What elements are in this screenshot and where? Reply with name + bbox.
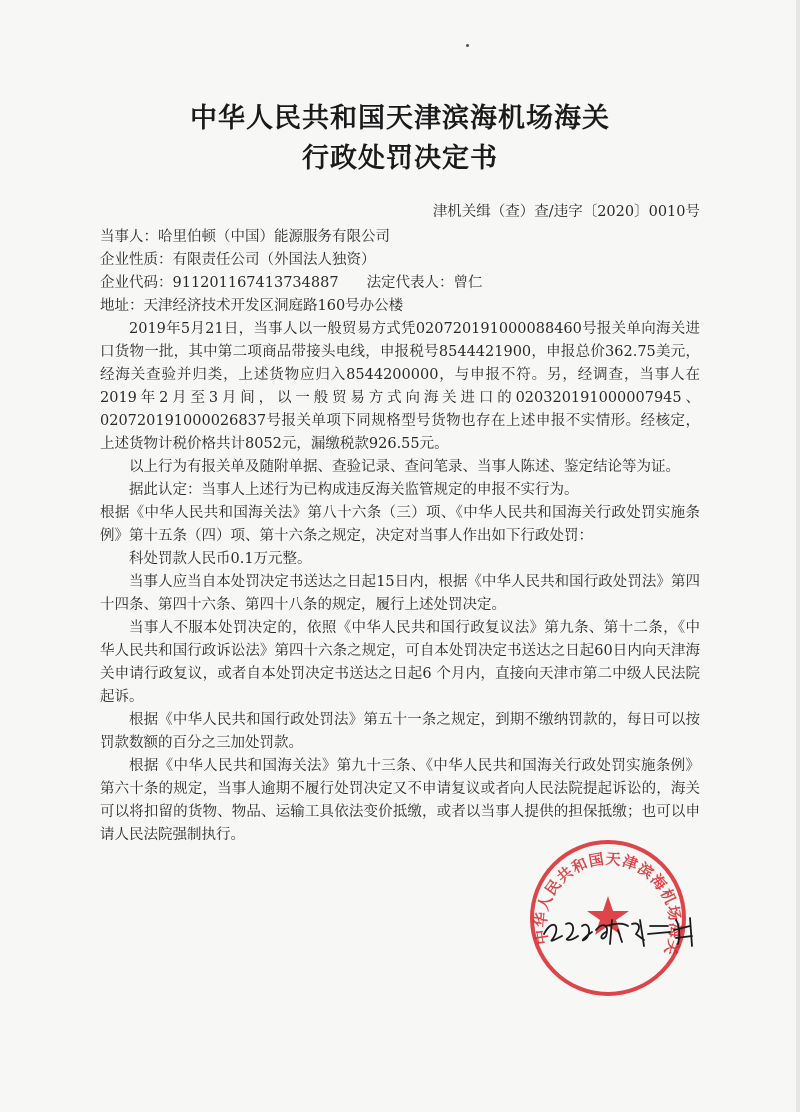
party-nature: 企业性质：有限责任公司（外国法人独资） (100, 252, 376, 268)
party-name: 当事人：哈里伯顿（中国）能源服务有限公司 (100, 229, 390, 245)
paragraph-late-fee: 根据《中华人民共和国行政处罚法》第五十一条之规定，到期不缴纳罚款的，每日可以按罚款数额的百分之三加处罚款。 (100, 712, 700, 751)
paragraph-facts: 2019年5月21日，当事人以一般贸易方式凭020720191000088460号报关单向海关进口货物一批，其中第二项商品带接头电线，申报税号8544421900，申报总价362.75美元，经海关查验并归类，上述货物应归入8544200000，与申报不符。另，经调查，当事人在2019年2月至3月间，以一般贸易方式向海关进口的020320191000007945、020720191000026837号报关单项下同规格型号货物也存在上述申报不实情形。经核定，上述货物计税价格共计8052元，漏缴税款926.55元。 (100, 321, 700, 452)
handwritten-date-signature (540, 896, 710, 956)
paragraph-evidence: 以上行为有报关单及随附单据、查验记录、查问笔录、当事人陈述、鉴定结论等为证。 (129, 459, 680, 475)
seal-text: 中华人民共和国天津滨海机场海关 (531, 849, 685, 959)
paragraph-legal-basis: 根据《中华人民共和国海关法》第八十六条（三）项、《中华人民共和国海关行政处罚实施条例》第十五条（四）项、第十六条之规定，决定对当事人作出如下行政处罚： (100, 505, 700, 544)
document-title-line1: 中华人民共和国天津滨海机场海关 (190, 103, 610, 134)
party-code-row (100, 272, 700, 295)
document-title-line2: 行政处罚决定书 (302, 143, 498, 174)
party-address: 地址：天津经济技术开发区洞庭路160号办公楼 (100, 298, 404, 314)
party-code: 企业代码：911201167413734887 (100, 275, 339, 291)
document-number: 津机关缉（查）查/违字〔2020〕0010号 (432, 204, 700, 220)
document-body (100, 226, 700, 847)
scan-speck (466, 44, 469, 47)
paragraph-penalty: 科处罚款人民币0.1万元整。 (129, 551, 312, 567)
paragraph-appeal: 当事人不服本处罚决定的，依照《中华人民共和国行政复议法》第九条、第十二条，《中华人民共和国行政诉讼法》第四十六条之规定，可自本处罚决定书送达之日起60日内向天津海关申请行政复议，或者自本处罚决定书送达之日起6 个月内，直接向天津市第二中级人民法院起诉。 (100, 620, 700, 705)
party-representative: 法定代表人：曾仁 (366, 275, 483, 291)
paragraph-enforcement: 根据《中华人民共和国海关法》第九十三条、《中华人民共和国海关行政处罚实施条例》第六十条的规定，当事人逾期不履行处罚决定又不申请复议或者向人民法院提起诉讼的，海关可以将扣留的货物、物品、运输工具依法变价抵缴，或者以当事人提供的担保抵缴；也可以申请人民法院强制执行。 (100, 758, 700, 843)
paragraph-deadline: 当事人应当自本处罚决定书送达之日起15日内，根据《中华人民共和国行政处罚法》第四十四条、第四十六条、第四十八条的规定，履行上述处罚决定。 (100, 574, 700, 613)
paragraph-finding: 据此认定：当事人上述行为已构成违反海关监管规定的申报不实行为。 (129, 482, 579, 498)
